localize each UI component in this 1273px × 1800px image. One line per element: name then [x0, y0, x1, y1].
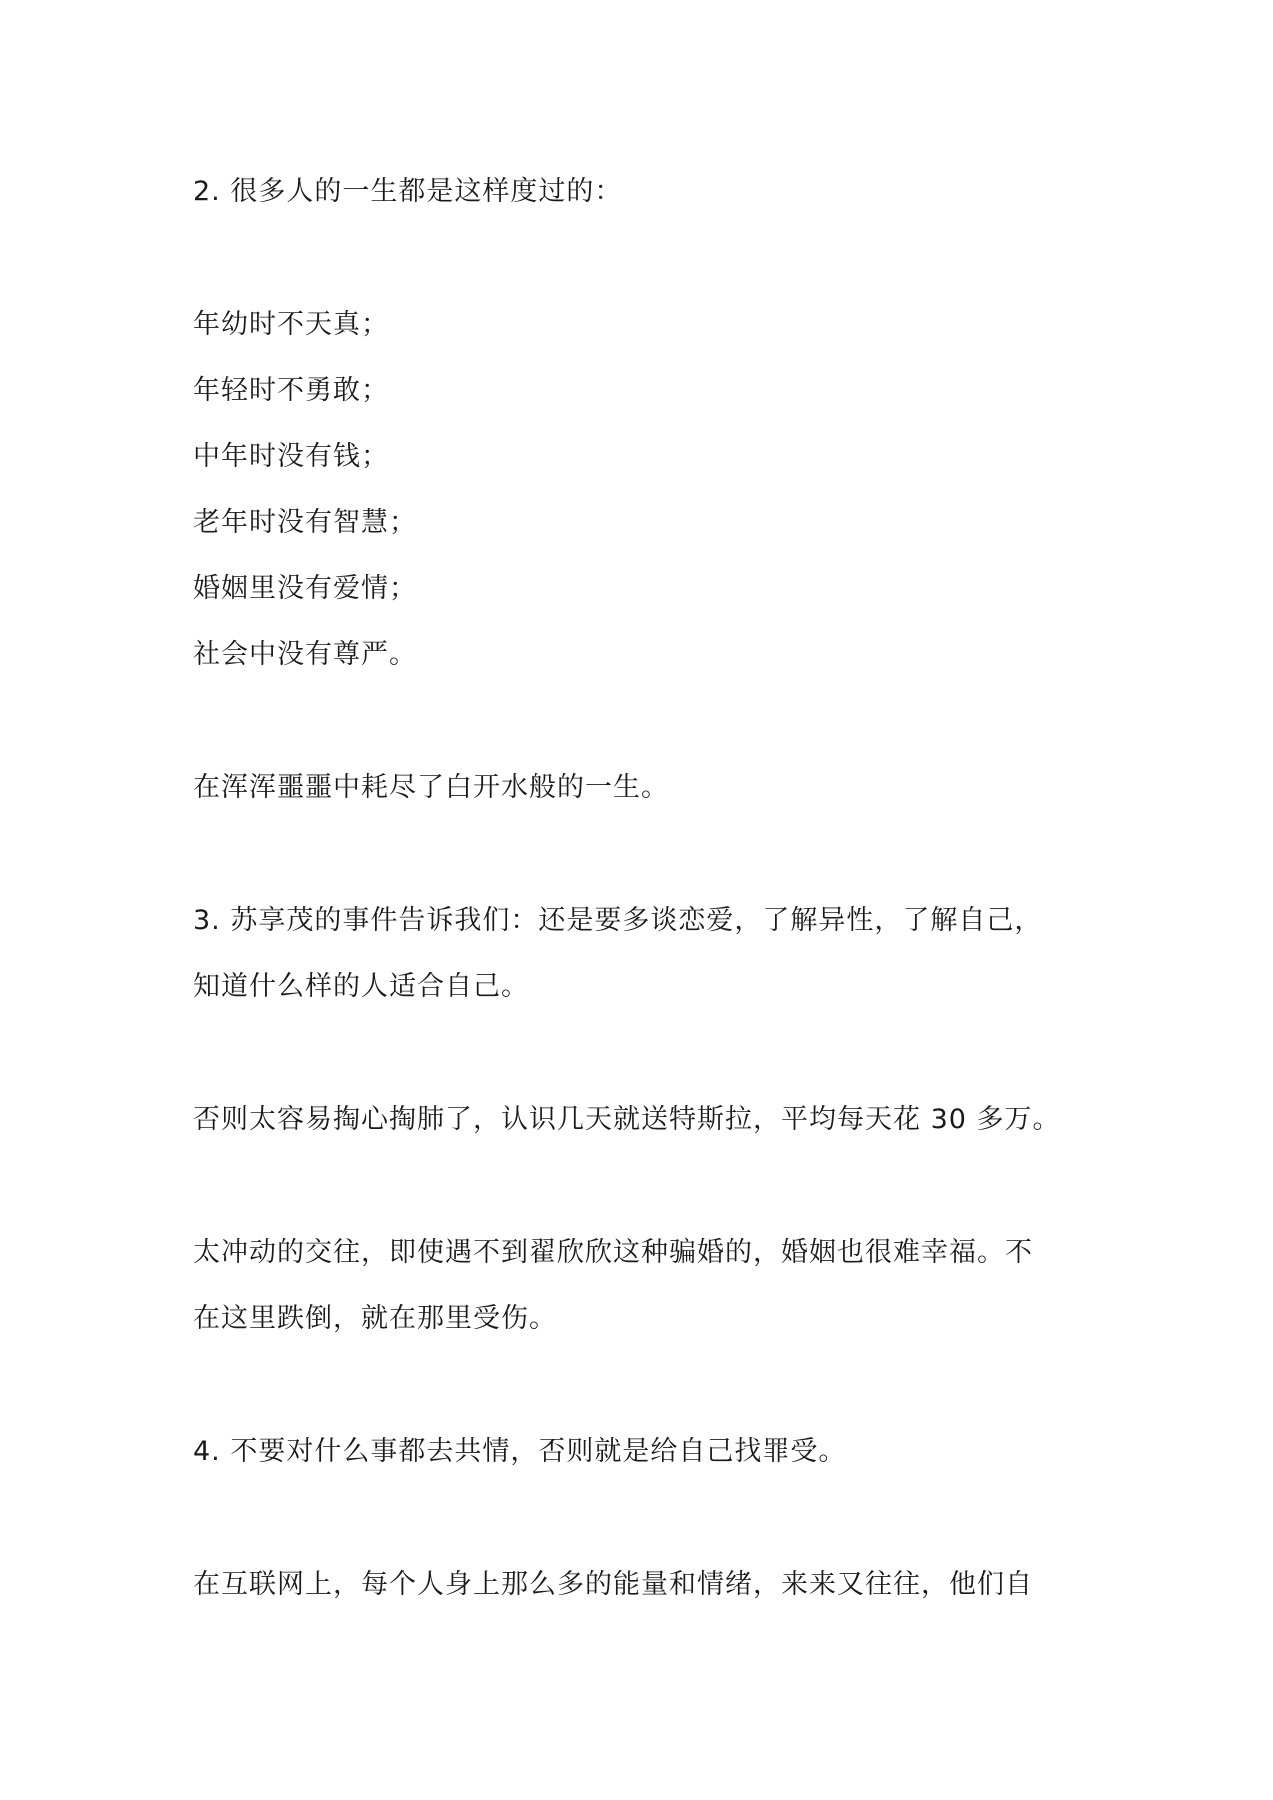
- point-4-heading: 4. 不要对什么事都去共情，否则就是给自己找罪受。: [193, 1436, 847, 1467]
- paragraph-otherwise: 否则太容易掏心掏肺了，认识几天就送特斯拉，平均每天花 30 多万。: [193, 1104, 1061, 1135]
- point-3-line-2: 知道什么样的人适合自己。: [193, 971, 529, 1002]
- list-item-youth: 年轻时不勇敢；: [193, 375, 389, 406]
- paragraph-impulsive-line-2: 在这里跌倒，就在那里受伤。: [193, 1303, 557, 1334]
- list-item-society: 社会中没有尊严。: [193, 639, 417, 670]
- list-item-old-age: 老年时没有智慧；: [193, 507, 417, 538]
- paragraph-impulsive-line-1: 太冲动的交往，即使遇不到翟欣欣这种骗婚的，婚姻也很难幸福。不: [193, 1237, 1033, 1268]
- paragraph-summary: 在浑浑噩噩中耗尽了白开水般的一生。: [193, 772, 669, 803]
- list-item-marriage: 婚姻里没有爱情；: [193, 573, 417, 604]
- list-item-childhood: 年幼时不天真；: [193, 309, 389, 340]
- list-item-middle-age: 中年时没有钱；: [193, 441, 389, 472]
- point-2-heading: 2. 很多人的一生都是这样度过的：: [193, 176, 623, 207]
- point-3-line-1: 3. 苏享茂的事件告诉我们：还是要多谈恋爱，了解异性，了解自己，: [193, 905, 1043, 936]
- paragraph-internet: 在互联网上，每个人身上那么多的能量和情绪，来来又往往，他们自: [193, 1569, 1033, 1600]
